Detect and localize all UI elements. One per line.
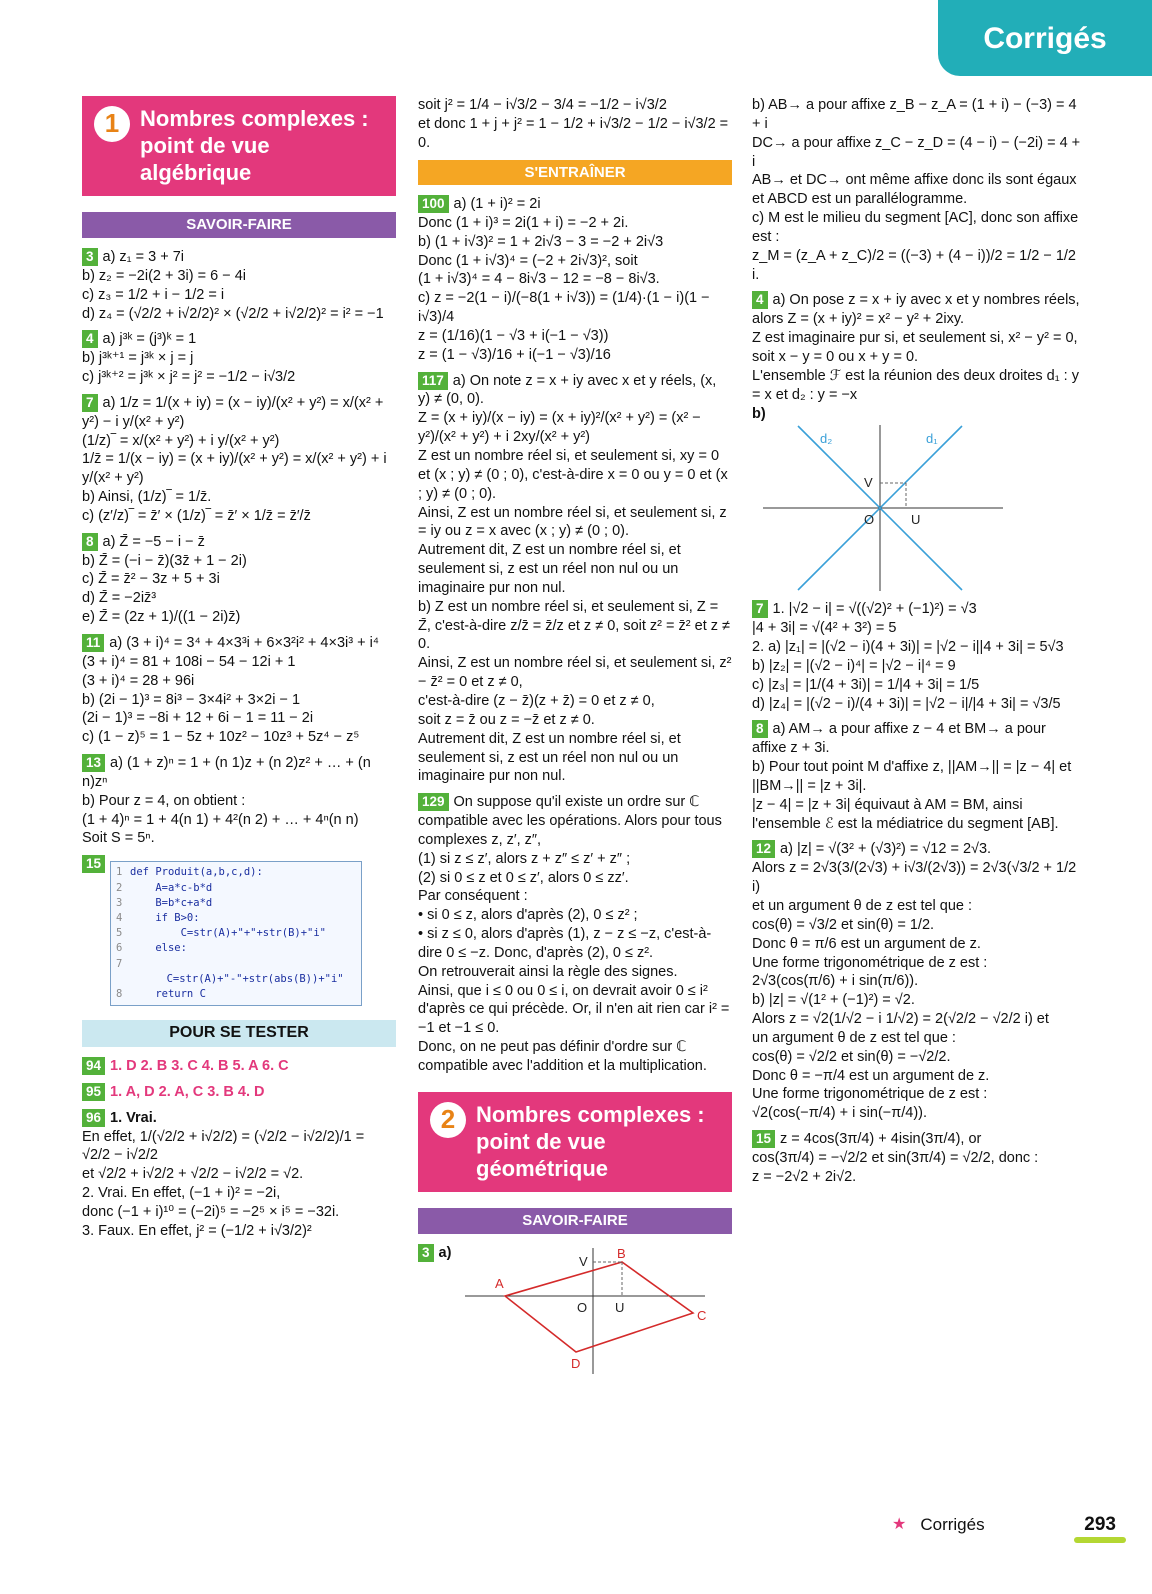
line: b) Pour z = 4, on obtient : [82, 792, 246, 809]
line: c'est-à-dire (z − z̄)(z + z̄) = 0 et z ≠ 0, [418, 692, 655, 709]
line: cos(θ) = √2/2 et sin(θ) = −√2/2. [752, 1048, 951, 1065]
line: c) M est le milieu du segment [AC], donc son affixe est : [752, 210, 1079, 245]
line: Ainsi, que i ≤ 0 ou 0 ≤ i, on devrait avoir 0 ≤ i² d'après ce qui précède. Or, il n'en ait rien car i² = −1 et −1 ≤ 0. [418, 982, 730, 1037]
line: a) (1 + z)ⁿ = 1 + (n 1)z + (n 2)z² + … + (n n)zⁿ [82, 755, 371, 790]
line: Donc (1 + i)³ = 2i(1 + i) = −2 + 2i. [418, 214, 629, 231]
line: |4 + 3i| = √(4² + 3²) = 5 [752, 620, 897, 637]
line: (2i − 1)³ = −8i + 12 + 6i − 1 = 11 − 2i [82, 710, 314, 727]
v-label: V [864, 475, 873, 491]
exercise-number: 4 [82, 330, 98, 348]
line: (2) si 0 ≤ z et 0 ≤ z′, alors 0 ≤ zz′. [418, 869, 629, 886]
line: a) j³ᵏ = (j³)ᵏ = 1 [102, 331, 197, 348]
exercise-number: 3 [418, 1244, 434, 1262]
exercise-number: 95 [82, 1083, 105, 1101]
exercise-8 [82, 533, 396, 627]
exercise-15-geometry [752, 1130, 1084, 1187]
line: 1. |√2 − i| = √((√2)² + (−1)²) = √3 [772, 601, 977, 618]
footer-label: Corrigés [920, 1514, 985, 1534]
exercise-number: 117 [418, 372, 448, 390]
code-line: return C [130, 988, 206, 1001]
line: (1 + 4)ⁿ = 1 + 4(n 1) + 4²(n 2) + … + 4ⁿ(n n) [82, 811, 359, 828]
exercise-number: 13 [82, 754, 105, 772]
line: soit j² = 1/4 − i√3/2 − 3/4 = −1/2 − i√3/2 [418, 97, 667, 113]
line: |z − 4| = |z + 3i| équivaut à AM = BM, ainsi l'ensemble ℰ est la médiatrice du segment [AB]. [752, 796, 1059, 832]
line: cos(3π/4) = −√2/2 et sin(3π/4) = √2/2, donc : [752, 1149, 1039, 1166]
line: b) (1 + i√3)² = 1 + 2i√3 − 3 = −2 + 2i√3 [418, 233, 664, 250]
exercise-number: 8 [82, 533, 98, 551]
exercise-number: 4 [752, 291, 768, 309]
exercise-8-geometry [752, 720, 1084, 833]
line: c) (z′/z)‾ = z̄′ × (1/z)‾ = z̄′ × 1/z̄ = z̄′/z̄ [82, 507, 311, 524]
exercise-number: 3 [82, 248, 98, 266]
line: Ainsi, Z est un nombre réel si, et seulement si, z = iy ou z = x avec (x ; y) ≠ (0 ; 0). [418, 504, 727, 540]
line: L'ensemble ℱ est la réunion des deux droites d₁ : y = x et d₂ : y = −x [752, 367, 1079, 403]
line: a) On pose z = x + iy avec x et y nombres réels, alors Z = (x + iy)² = x² − y² + 2ixy. [752, 292, 1080, 328]
code-line: def Produit(a,b,c,d): [130, 866, 263, 879]
exercise-number: 100 [418, 195, 449, 213]
line: (3 + i)⁴ = 81 + 108i − 54 − 12i + 1 [82, 653, 296, 670]
intro-continuation [418, 96, 732, 153]
line: a) AM→ a pour affixe z − 4 et BM→ a pour affixe z + 3i. [752, 721, 1046, 757]
line: Par conséquent : [418, 888, 528, 905]
column-3 [752, 96, 1084, 1534]
exercise-100 [418, 195, 732, 365]
line: z = (1 − √3)/16 + i(−1 − √3)/16 [418, 346, 611, 363]
line: et donc 1 + j + j² = 1 − 1/2 + i√3/2 − 1/2 − i√3/2 = 0. [418, 115, 729, 151]
line: En effet, 1/(√2/2 + i√2/2) = (√2/2 − i√2/2)/1 = √2/2 − i√2/2 [82, 1128, 365, 1164]
exercise-95 [82, 1083, 396, 1102]
line: (1 + i√3)⁴ = 4 − 8i√3 − 12 = −8 − 8i√3. [418, 271, 660, 288]
line: b) [752, 405, 766, 422]
code-line: A=a*c-b*d [130, 881, 213, 894]
line: a) On note z = x + iy avec x et y réels, (x, y) ≠ (0, 0). [418, 372, 717, 408]
code-line: if B>0: [130, 911, 200, 924]
line: a) (1 + i)² = 2i [453, 196, 541, 213]
line: 3. Faux. En effet, j² = (−1/2 + i√3/2)² [82, 1222, 312, 1239]
line: Ainsi, Z est un nombre réel si, et seulement si, z² − z̄² = 0 et z ≠ 0, [418, 655, 732, 691]
chapter-1-number: 1 [94, 106, 130, 142]
line: b) AB→ a pour affixe z_B − z_A = (1 + i) − (−3) = 4 + i [752, 97, 1077, 132]
line: (1) si z ≤ z′, alors z + z″ ≤ z′ + z″ ; [418, 850, 631, 867]
line: e) Z̄ = (2z + 1)/((1 − 2i)z̄) [82, 609, 241, 626]
chapter-2-title: Nombres complexes : point de vue géométrique [476, 1101, 705, 1181]
exercise-number: 7 [82, 394, 98, 412]
line: 2√3(cos(π/6) + i sin(π/6)). [752, 973, 919, 990]
line: c) z₃ = 1/2 + i − 1/2 = i [82, 286, 225, 303]
exercise-15 [82, 855, 396, 1006]
line: b) Z est un nombre réel si, et seulement si, Z = Z̄, c'est-à-dire z/z̄ = z̄/z et z ≠ 0, soit z² = z̄² et z ≠ 0. [418, 598, 730, 653]
star-icon: ★ [892, 1515, 907, 1533]
line: On retrouverait ainsi la règle des signes. [418, 963, 678, 980]
line: Donc, on ne peut pas définir d'ordre sur ℂ compatible avec l'addition et la multiplication. [418, 1039, 707, 1074]
line: √2(cos(−π/4) + i sin(−π/4)). [752, 1105, 928, 1122]
point-c-label: C [697, 1307, 707, 1323]
line: a) (3 + i)⁴ = 3⁴ + 4×3³i + 6×3²i² + 4×3i³ + i⁴ [109, 635, 380, 652]
line: un argument θ de z est tel que : [752, 1029, 956, 1046]
line: c) z = −2(1 − i)/(−8(1 + i√3)) = (1/4)·(1 − i)(1 − i√3)/4 [418, 290, 710, 326]
chapter-1-title: Nombres complexes : point de vue algébrique [140, 106, 369, 185]
u-label: U [615, 1299, 625, 1315]
line: soit z = z̄ ou z = −z̄ et z ≠ 0. [418, 711, 595, 728]
line: b) Pour tout point M d'affixe z, ||AM→|| = |z − 4| et ||BM→|| = |z + 3i|. [752, 759, 1072, 794]
exercise-117 [418, 372, 732, 787]
parallelogram-abcd [505, 1262, 693, 1352]
exercise-13 [82, 754, 396, 848]
line: b) j³ᵏ⁺¹ = j³ᵏ × j = j [82, 350, 194, 367]
line: a) |z| = √(3² + (√3)²) = √12 = 2√3. [780, 841, 992, 858]
d2-label: d₂ [820, 431, 833, 447]
exercise-number: 129 [418, 793, 449, 811]
exercise-3-continuation [752, 96, 1084, 284]
line: 2. Vrai. En effet, (−1 + i)² = −2i, [82, 1185, 281, 1202]
code-line: B=b*c+a*d [130, 896, 213, 909]
line: Une forme trigonométrique de z est : [752, 1086, 988, 1103]
pour-se-tester-heading: POUR SE TESTER [82, 1020, 396, 1047]
line: Autrement dit, Z est un nombre réel si, et seulement si, z est un réel non nul ou un imaginaire pur non nul. [418, 730, 681, 785]
v-label: V [579, 1253, 589, 1269]
column-1 [82, 96, 396, 1534]
line: On suppose qu'il existe un ordre sur ℂ compatible avec les opérations. Alors pour tous complexes z, z′, z″, [418, 794, 722, 848]
line: 1. Vrai. [110, 1109, 157, 1126]
line: Donc θ = −π/4 est un argument de z. [752, 1067, 990, 1084]
line: Une forme trigonométrique de z est : [752, 954, 988, 971]
point-b-label: B [617, 1245, 627, 1261]
line: c) |z₃| = |1/(4 + 3i)| = 1/|4 + 3i| = 1/5 [752, 676, 980, 693]
exercise-number: 11 [82, 634, 104, 652]
point-d-label: D [571, 1355, 581, 1371]
line: donc (−1 + i)¹⁰ = (−2i)⁵ = −2⁵ × i⁵ = −32i. [82, 1203, 340, 1220]
line: b) (2i − 1)³ = 8i³ − 3×4i² + 3×2i − 1 [82, 691, 301, 708]
o-label: O [577, 1299, 588, 1315]
line: b) z₂ = −2i(2 + 3i) = 6 − 4i [82, 267, 247, 284]
line: Donc θ = π/6 est un argument de z. [752, 935, 981, 952]
parallelogram-figure [455, 1244, 715, 1376]
exercise-94 [82, 1057, 396, 1076]
line: z = (1/16)(1 − √3 + i(−1 − √3)) [418, 327, 609, 344]
exercise-3-geometry [418, 1244, 732, 1376]
corriges-tab: Corrigés [938, 0, 1152, 76]
line: Soit S = 5ⁿ. [82, 830, 155, 847]
column-2 [418, 96, 732, 1534]
exercise-4-geometry [752, 291, 1084, 593]
python-code-block: 1 def Produit(a,b,c,d): 2 A=a*c-b*d 3 B=b*c+a*d 4 if B>0: 5 C=str(A)+"+"+str(B)+"i" 6 else: 7 C=str(A)+"-"+str(abs(B))+"i" 8 return C [110, 861, 362, 1006]
line: (3 + i)⁴ = 28 + 96i [82, 672, 195, 689]
answers: 1. A, D 2. A, C 3. B 4. D [110, 1083, 265, 1100]
chapter-1-header [82, 96, 396, 196]
line: c) j³ᵏ⁺² = j³ᵏ × j² = j² = −1/2 − i√3/2 [82, 369, 296, 386]
line: b) |z₂| = |(√2 − i)⁴| = |√2 − i|⁴ = 9 [752, 657, 956, 674]
line: Autrement dit, Z est un nombre réel si, et seulement si, z est un réel non nul ou un imaginaire pur non nul. [418, 542, 681, 596]
exercise-4 [82, 330, 396, 387]
line: • si z ≤ 0, alors d'après (1), z − z ≤ −z, c'est-à-dire 0 ≤ −z. Donc, d'après (2), 0 ≤ z². [418, 926, 712, 961]
exercise-number: 15 [82, 855, 105, 873]
exercise-11 [82, 634, 396, 747]
line: Alors z = √2(1/√2 − i 1/√2) = 2(√2/2 − √2/2 i) et [752, 1011, 1049, 1028]
line: Donc (1 + i√3)⁴ = (−2 + 2i√3)², soit [418, 252, 638, 269]
line: et un argument θ de z est tel que : [752, 898, 973, 914]
line: c) Z̄ = z̄² − 3z + 5 + 3i [82, 571, 220, 588]
line: Z est imaginaire pur si, et seulement si, x² − y² = 0, soit x − y = 0 ou x + y = 0. [752, 330, 1078, 365]
exercise-12-geometry [752, 840, 1084, 1123]
exercise-number: 94 [82, 1057, 105, 1075]
s-entrainer-heading: S'ENTRAÎNER [418, 160, 732, 186]
exercise-7 [82, 394, 396, 526]
line: b) Z̄ = (−i − z̄)(3z̄ + 1 − 2i) [82, 552, 247, 569]
line: AB→ et DC→ ont même affixe donc ils sont égaux et ABCD est un parallélogramme. [752, 172, 1077, 208]
lines-graph [758, 423, 1084, 593]
line: d) z₄ = (√2/2 + i√2/2)² × (√2/2 + i√2/2)² = i² = −1 [82, 305, 384, 322]
line: b) |z| = √(1² + (−1)²) = √2. [752, 992, 915, 1009]
code-line: C=str(A)+"-"+str(abs(B))+"i" [116, 972, 344, 985]
line: DC→ a pour affixe z_C − z_D = (4 − i) − (−2i) = 4 + i [752, 134, 1081, 170]
line: c) (1 − z)⁵ = 1 − 5z + 10z² − 10z³ + 5z⁴ − z⁵ [82, 729, 360, 746]
point-a-label: A [495, 1275, 505, 1291]
exercise-number: 7 [752, 600, 768, 618]
line: d) |z₄| = |(√2 − i)/(4 + 3i)| = |√2 − i|/|4 + 3i| = √3/5 [752, 695, 1061, 712]
page-footer [892, 1510, 1122, 1540]
line: b) Ainsi, (1/z)‾ = 1/z̄. [82, 489, 212, 506]
exercise-number: 12 [752, 840, 775, 858]
part-label: a) [438, 1244, 452, 1261]
line: et √2/2 + i√2/2 + √2/2 − i√2/2 = √2. [82, 1166, 304, 1183]
line: Z = (x + iy)/(x − iy) = (x + iy)²/(x² + y²) = (x² − y²)/(x² + y²) + i 2xy/(x² + y²) [418, 410, 701, 446]
line: 1/z̄ = 1/(x − iy) = (x + iy)/(x² + y²) = x/(x² + y²) + i y/(x² + y²) [82, 451, 387, 487]
savoir-faire-heading-2: SAVOIR-FAIRE [418, 1208, 732, 1234]
answers: 1. D 2. B 3. C 4. B 5. A 6. C [110, 1058, 289, 1075]
graph-d1-d2 [758, 423, 1008, 593]
chapter-2-number: 2 [430, 1102, 466, 1138]
line: cos(θ) = √3/2 et sin(θ) = 1/2. [752, 916, 935, 933]
u-label: U [911, 512, 921, 528]
code-line: C=str(A)+"+"+str(B)+"i" [130, 927, 326, 940]
line: 2. a) |z₁| = |(√2 − i)(4 + 3i)| = |√2 − i||4 + 3i| = 5√3 [752, 639, 1064, 656]
exercise-number: 8 [752, 720, 768, 738]
line: Z est un nombre réel si, et seulement si, xy = 0 et (x ; y) ≠ (0 ; 0), c'est-à-dire x = 0 ou y = 0 et (x ; y) ≠ (0 ; 0). [418, 448, 728, 502]
line: (1/z)‾ = x/(x² + y²) + i y/(x² + y²) [82, 432, 280, 449]
exercise-7-geometry [752, 600, 1084, 713]
line: z = −2√2 + 2i√2. [752, 1168, 857, 1185]
exercise-number: 96 [82, 1109, 105, 1127]
savoir-faire-heading-1: SAVOIR-FAIRE [82, 212, 396, 238]
line: Alors z = 2√3(3/(2√3) + i√3/(2√3)) = 2√3(√3/2 + 1/2 i) [752, 860, 1077, 896]
exercise-number: 15 [752, 1130, 775, 1148]
exercise-129 [418, 793, 732, 1076]
chapter-2-header [418, 1092, 732, 1192]
page-number: 293 [1078, 1513, 1122, 1538]
line: • si 0 ≤ z, alors d'après (2), 0 ≤ z² ; [418, 907, 638, 924]
line: z = 4cos(3π/4) + 4isin(3π/4), or [780, 1131, 982, 1148]
o-label: O [864, 512, 875, 528]
line: d) Z̄ = −2iz̄³ [82, 590, 157, 607]
d1-label: d₁ [926, 431, 938, 447]
exercise-3 [82, 248, 396, 323]
line: a) Z̄ = −5 − i − z̄ [102, 533, 205, 550]
code-line: else: [130, 942, 187, 955]
line: z_M = (z_A + z_C)/2 = ((−3) + (4 − i))/2 = 1/2 − 1/2 i. [752, 247, 1076, 283]
line: a) 1/z = 1/(x + iy) = (x − iy)/(x² + y²) = x/(x² + y²) − i y/(x² + y²) [82, 394, 384, 430]
exercise-96 [82, 1109, 396, 1241]
line: a) z₁ = 3 + 7i [102, 248, 184, 265]
